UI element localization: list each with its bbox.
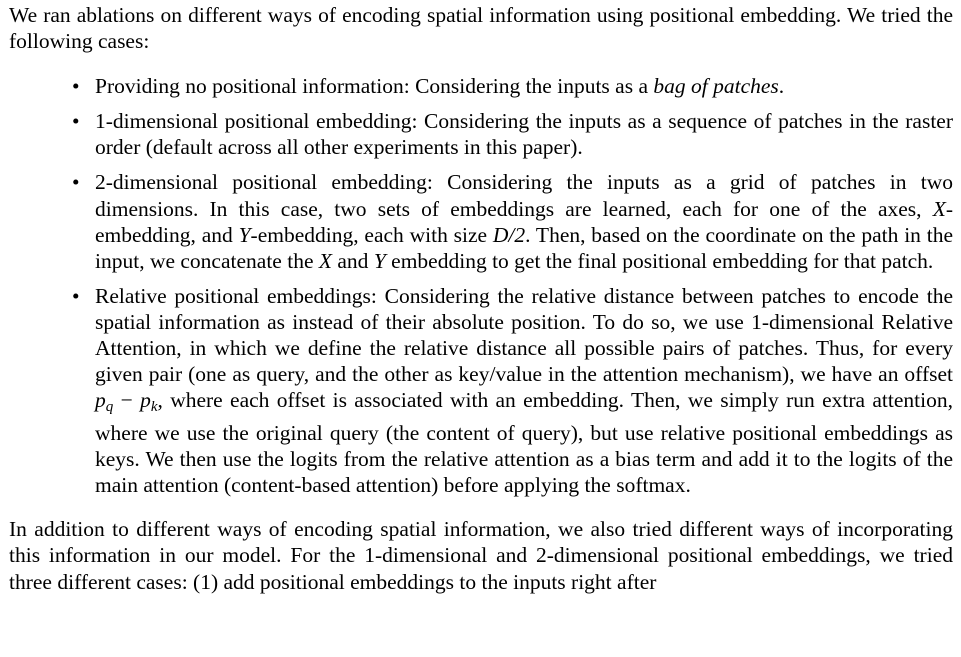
math-x: X	[318, 248, 333, 273]
math-subscript-k: k	[150, 398, 158, 415]
list-item-1d-embedding	[9, 108, 953, 160]
list-item-text: -embedding, each with size	[250, 222, 493, 247]
bullet-icon: •	[72, 170, 80, 195]
math-subscript-q: q	[105, 398, 114, 415]
math-x: X	[932, 196, 946, 221]
closing-paragraph: In addition to different ways of encoding spatial information, we also tried different ways of incorporating this information in our model. For the 1-dimensional and 2-dimensional positional embeddings, we tried three different cases: (1) add positional embeddings to the inputs right after	[9, 517, 953, 594]
math-pk	[140, 388, 158, 415]
emphasis-text: bag of patches	[653, 74, 779, 99]
intro-paragraph: We ran ablations on different ways of encoding spatial information using positional embedding. We tried the following cases:	[9, 3, 953, 54]
math-p: p	[95, 388, 106, 413]
bullet-icon: •	[72, 283, 80, 308]
math-y: Y	[238, 222, 251, 247]
list-item-text: 2-dimensional positional embedding: Considering the inputs as a grid of patches in two dimensions. In this case, two sets of embeddings are learned, each for one of the axes,	[95, 170, 953, 221]
math-minus: −	[113, 388, 141, 413]
list-item-text: 1-dimensional positional embedding: Considering the inputs as a sequence of patches in the raster order (default across all other experiments in this paper).	[95, 109, 953, 160]
bullet-icon: •	[72, 74, 80, 99]
list-item-relative-embedding	[9, 283, 953, 499]
list-item-text: -embedding, and	[95, 196, 953, 247]
list-item-text: , where each offset is associated with an embedding. Then, we simply run extra attention, where we use the original query (the content of query), but use relative positional embeddings as keys. We then use the logits from the relative attention as a bias term and add it to the logits of the main attention (content-based attention) before applying the softmax.	[95, 388, 953, 498]
list-item-text: Relative positional embeddings: Considering the relative distance between patches to encode the spatial information as instead of their absolute position. To do so, we use 1-dimensional Relative Attention, in which we define the relative distance all possible pairs of patches. Thus, for every given pair (one as query, and the other as key/value in the attention mechanism), we have an offset	[95, 283, 953, 387]
list-item-text-end: .	[778, 74, 785, 99]
math-y: Y	[373, 248, 386, 273]
math-p: p	[140, 388, 151, 413]
list-item-text: Providing no positional information: Considering the inputs as a	[95, 74, 654, 99]
math-d-half: D/2	[492, 222, 526, 247]
bullet-icon: •	[72, 109, 80, 134]
list-item-text: embedding to get the final positional embedding for that patch.	[385, 248, 934, 273]
ablation-case-list	[9, 73, 953, 498]
list-item-text: . Then, based on the coordinate on the path in the input, we concatenate the	[95, 222, 953, 273]
math-pq	[95, 388, 114, 415]
list-item-no-positional	[9, 73, 953, 99]
list-item-text: and	[332, 248, 374, 273]
list-item-2d-embedding	[9, 169, 953, 273]
paper-page	[9, 2, 953, 595]
